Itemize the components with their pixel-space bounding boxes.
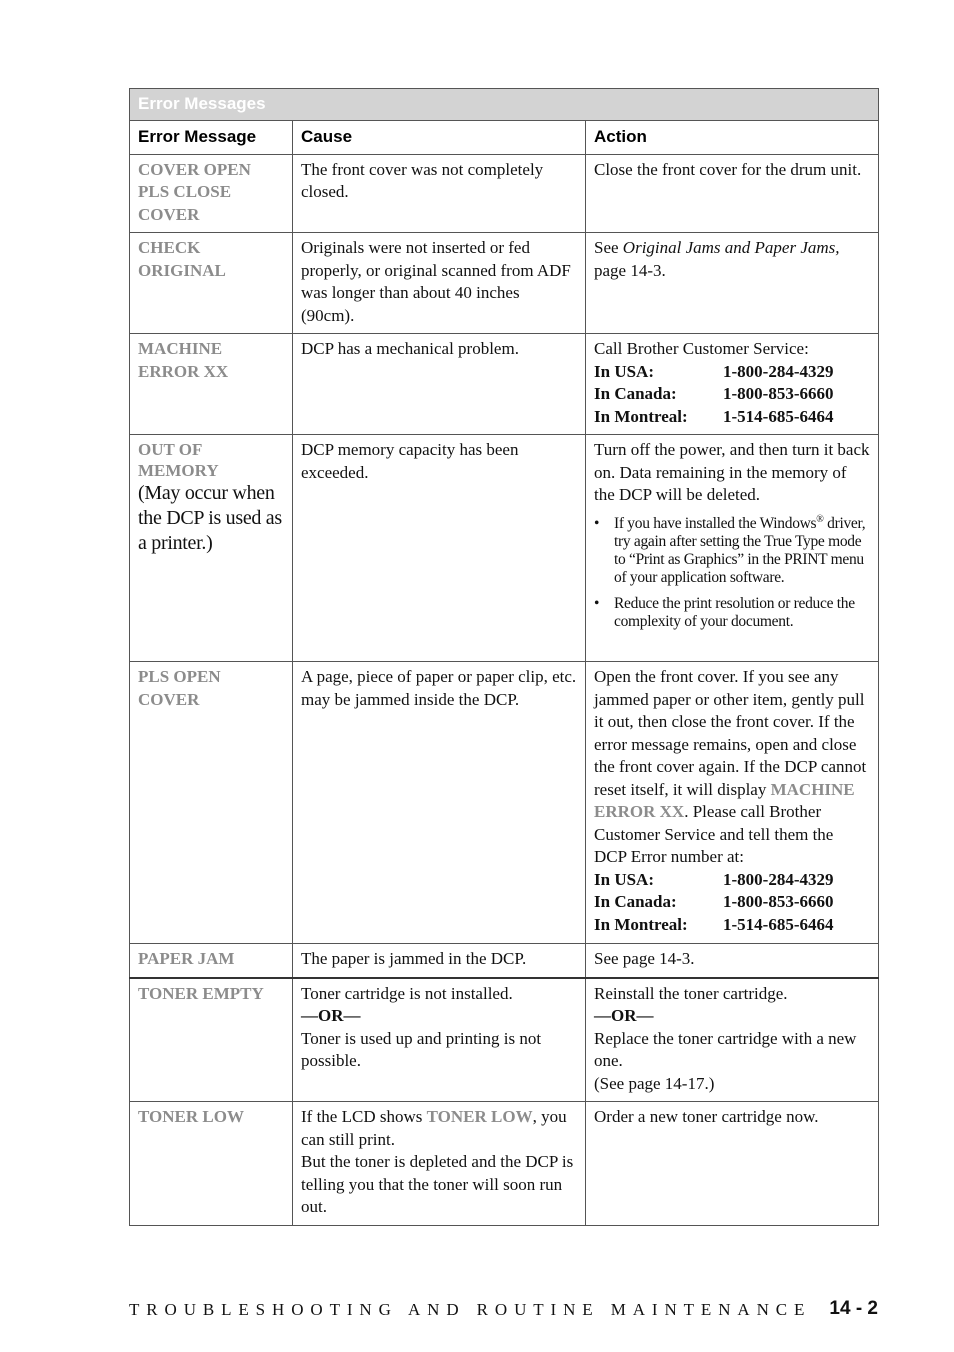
running-head: TROUBLESHOOTING AND ROUTINE MAINTENANCE [129,1300,812,1319]
or-separator: —OR— [594,1006,654,1025]
error-code: CHECK ORIGINAL [138,238,226,280]
error-messages-table [129,88,879,1226]
page-number: 14 - 2 [829,1298,878,1319]
error-cell [130,233,293,334]
bullet-item: • If you have installed the Windows® driver, try again after setting the True Type mode to “Print as Graphics” in the PRINT menu of your application software. [594,513,866,586]
error-code: TONER EMPTY [138,983,264,1003]
phone-list [594,869,870,937]
error-code: PAPER JAM [138,949,235,968]
bullet-item: • Reduce the print resolution or reduce the complexity of your document. [594,594,855,630]
action-cell: Call Brother Customer Service: In USA: 1-800-284-4329 In Canada: 1-800-853-6660 In Montreal: 1-514-685-6464 [586,334,879,435]
error-cell [130,978,293,1102]
error-cell [130,334,293,435]
phone-row: In Canada: 1-800-853-6660 [594,384,834,403]
phone-row: In USA: 1-800-284-4329 [594,869,834,889]
table-row [130,334,879,435]
header-error-message: Error Message [130,121,293,155]
action-cell: Open the front cover. If you see any jammed paper or other item, gently pull it out, then close the front cover. If the error message remains, open and close the front cover again. If the DCP cannot reset itself, it will display MACHINE ERROR XX. Please call Brother Customer Service and tell them the DCP Error number at: In USA: 1-800-284-4329 In Canada: 1-800-853-6660 In Montreal: 1-514-685-6464 [586,662,879,944]
table-row [130,154,879,233]
error-code: OUT OF MEMORY [138,440,219,480]
table-title: Error Messages [130,89,879,121]
header-cause: Cause [293,121,586,155]
table-row [130,944,879,978]
phone-row: In USA: 1-800-284-4329 [594,361,834,381]
error-code: TONER LOW [138,1107,244,1126]
action-cell: Order a new toner cartridge now. [586,1102,879,1226]
cross-reference: Original Jams and Paper Jams, [622,238,840,257]
error-cell [130,944,293,978]
phone-row: In Montreal: 1-514-685-6464 [594,914,834,934]
phone-list [594,361,870,429]
table-row [130,978,879,1102]
table-row [130,1102,879,1226]
error-cell [130,662,293,944]
table-row [130,662,879,944]
action-cell: Reinstall the toner cartridge. —OR— Replace the toner cartridge with a new one. (See page 14-17.) [586,978,879,1102]
table-row [130,233,879,334]
cause-cell: DCP memory capacity has been exceeded. [293,435,586,662]
or-separator: —OR— [301,1006,361,1025]
error-note: (May occur when the DCP is used as a printer.) [138,482,282,554]
cause-cell: The paper is jammed in the DCP. [293,944,586,978]
action-cell: Close the front cover for the drum unit. [586,154,879,233]
error-code: PLS OPEN COVER [138,667,221,709]
cause-cell: Toner cartridge is not installed. —OR— Toner is used up and printing is not possible. [293,978,586,1102]
cause-cell: A page, piece of paper or paper clip, etc. may be jammed inside the DCP. [293,662,586,944]
cause-cell: Originals were not inserted or fed properly, or original scanned from ADF was longer than about 40 inches (90cm). [293,233,586,334]
page-footer [129,1298,878,1324]
action-cell: Turn off the power, and then turn it back on. Data remaining in the memory of the DCP will be deleted. • If you have installed the Windows® driver, try again after setting the True Type mode to “Print as Graphics” in the PRINT menu of your application software. • Reduce the print resolution or reduce the complexity of your document. [586,435,879,662]
action-cell: See Original Jams and Paper Jams, page 14-3. [586,233,879,334]
error-code: MACHINE ERROR XX [138,339,229,381]
table-row [130,435,879,662]
cause-cell: DCP has a mechanical problem. [293,334,586,435]
inline-error-code: TONER LOW [426,1107,533,1126]
cause-cell: The front cover was not completely closed. [293,154,586,233]
cause-cell: If the LCD shows TONER LOW, you can still print. But the toner is depleted and the DCP is telling you that the toner will soon run out. [293,1102,586,1226]
error-cell [130,435,293,662]
error-code: COVER OPEN PLS CLOSE COVER [138,159,251,224]
inline-error-code: MACHINE ERROR XX [594,779,855,821]
phone-row: In Montreal: 1-514-685-6464 [594,406,834,426]
error-cell [130,1102,293,1226]
header-action: Action [586,121,879,155]
phone-row: In Canada: 1-800-853-6660 [594,892,834,911]
error-cell [130,154,293,233]
action-cell: See page 14-3. [586,944,879,978]
